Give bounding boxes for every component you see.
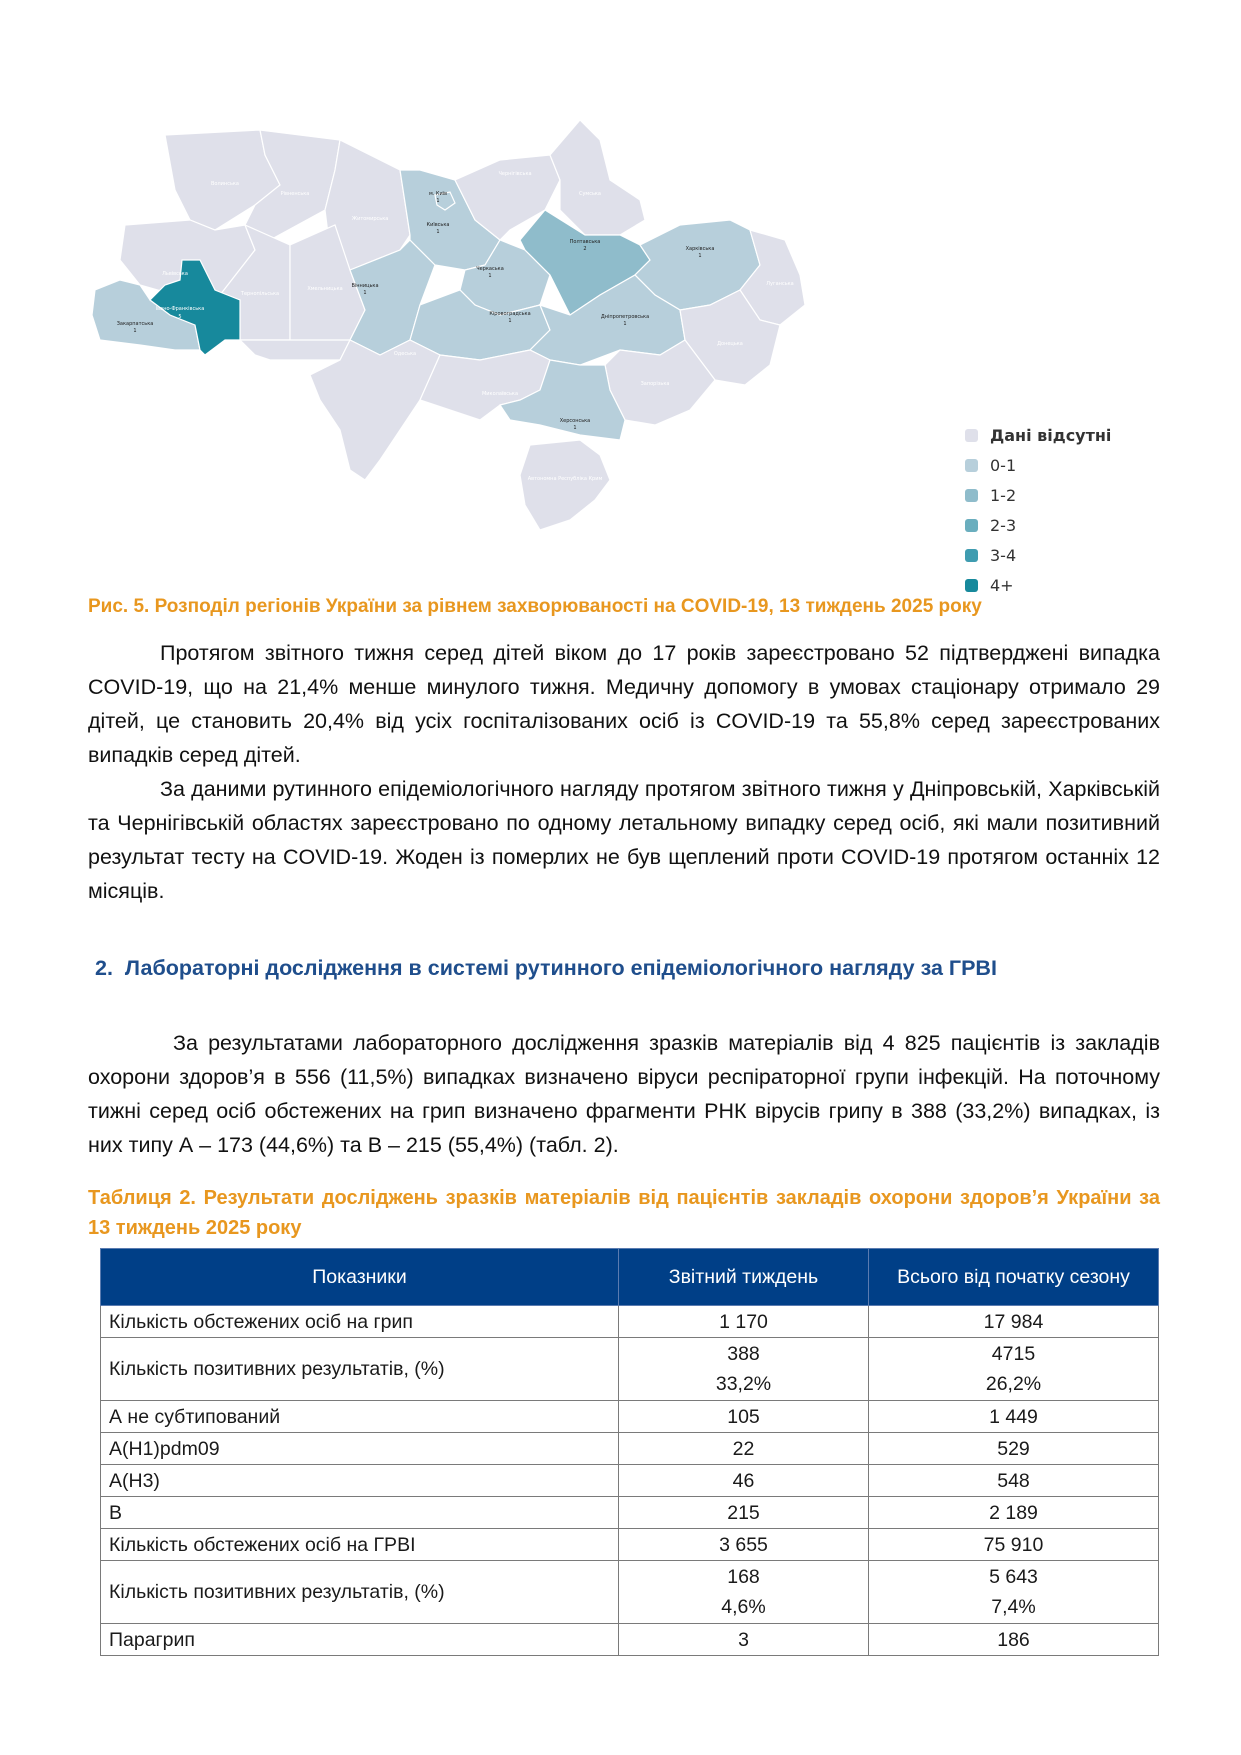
table-row: Парагрип 3 186 — [101, 1624, 1159, 1656]
ukraine-choropleth-map — [80, 100, 1080, 540]
svg-text:1: 1 — [573, 425, 577, 431]
svg-text:Закарпатська: Закарпатська — [116, 321, 154, 327]
svg-text:Тернопільська: Тернопільська — [240, 291, 280, 297]
svg-text:5: 5 — [178, 314, 182, 320]
svg-text:1: 1 — [698, 253, 702, 259]
svg-text:1: 1 — [133, 328, 137, 334]
legend-swatch-icon — [965, 489, 978, 502]
header-season: Всього від початку сезону — [869, 1249, 1159, 1306]
table-row: В 215 2 189 — [101, 1497, 1159, 1529]
svg-text:м. Київ: м. Київ — [428, 191, 448, 197]
svg-text:1: 1 — [436, 198, 440, 204]
svg-text:Черкаська: Черкаська — [476, 266, 504, 272]
svg-text:Луганська: Луганська — [766, 281, 794, 287]
legend-swatch-icon — [965, 459, 978, 472]
svg-text:Київська: Київська — [426, 222, 450, 228]
svg-text:Чернігівська: Чернігівська — [498, 171, 532, 177]
legend-swatch-icon — [965, 519, 978, 532]
svg-text:Волинська: Волинська — [211, 181, 239, 187]
svg-text:Рівненська: Рівненська — [280, 191, 310, 197]
svg-text:2: 2 — [583, 246, 587, 252]
svg-text:Івано-Франківська: Івано-Франківська — [155, 306, 205, 312]
svg-text:Сумська: Сумська — [578, 191, 602, 197]
table-header-row — [101, 1249, 1159, 1306]
header-week: Звітний тиждень — [619, 1249, 869, 1306]
svg-text:1: 1 — [363, 290, 367, 296]
table-caption: Таблиця 2. Результати досліджень зразків матеріалів від пацієнтів закладів охорони здоров’я України за 13 тиждень 2025 року — [88, 1187, 1160, 1239]
svg-text:Запорізька: Запорізька — [640, 381, 670, 387]
svg-text:Одеська: Одеська — [393, 351, 417, 357]
table-row: Кількість позитивних результатів, (%) 388 33,2% 4715 26,2% — [101, 1338, 1159, 1401]
svg-text:Львівська: Львівська — [162, 271, 188, 277]
results-table — [100, 1248, 1159, 1656]
svg-text:1: 1 — [508, 318, 512, 324]
map-legend — [965, 420, 1111, 600]
legend-item-0-1: 0-1 — [965, 450, 1111, 480]
svg-text:Донецька: Донецька — [717, 341, 743, 347]
section-heading: 2. Лабораторні дослідження в системі рутинного епідеміологічного нагляду за ГРВІ — [95, 956, 997, 980]
svg-text:Дніпропетровська: Дніпропетровська — [600, 314, 650, 320]
svg-text:1: 1 — [488, 273, 492, 279]
svg-text:Вінницька: Вінницька — [351, 283, 379, 289]
legend-item-no-data: Дані відсутні — [965, 420, 1111, 450]
legend-swatch-icon — [965, 549, 978, 562]
table-row: Кількість обстежених осіб на ГРВІ 3 655 75 910 — [101, 1529, 1159, 1561]
legend-swatch-icon — [965, 429, 978, 442]
svg-text:Хмельницька: Хмельницька — [307, 286, 343, 292]
legend-item-3-4: 3-4 — [965, 540, 1111, 570]
paragraph-deaths: За даними рутинного епідеміологічного нагляду протягом звітного тижня у Дніпровській, Харківській та Чернігівській областях зареєстровано по одному летальному випадку серед осіб, які мали позитивний результат тесту на COVID-19. Жоден із померлих не був щеплений проти COVID-19 протягом останніх 12 місяців. — [88, 777, 1160, 903]
table-row: А(Н3) 46 548 — [101, 1465, 1159, 1497]
table-row: Кількість позитивних результатів, (%) 168 4,6% 5 643 7,4% — [101, 1561, 1159, 1624]
region-crimea — [520, 440, 610, 530]
svg-text:1: 1 — [436, 229, 440, 235]
map-svg — [80, 100, 1080, 540]
svg-text:Полтавська: Полтавська — [569, 239, 601, 245]
svg-text:Автономна Республіка Крим: Автономна Республіка Крим — [527, 476, 603, 482]
legend-item-4-plus: 4+ — [965, 570, 1111, 600]
region-chernivetska — [240, 340, 350, 360]
svg-text:Миколаївська: Миколаївська — [481, 391, 519, 397]
table-row: А не субтипований 105 1 449 — [101, 1401, 1159, 1433]
legend-item-2-3: 2-3 — [965, 510, 1111, 540]
legend-swatch-icon — [965, 579, 978, 592]
paragraph-children-covid: Протягом звітного тижня серед дітей віком до 17 років зареєстровано 52 підтверджені випадка COVID-19, що на 21,4% менше минулого тижня. Медичну допомогу в умовах стаціонару отримало 29 дітей, це становить 20,4% від усіх госпіталізованих осіб із COVID-19 та 55,8% серед зареєстрованих випадків серед дітей. — [88, 641, 1160, 767]
region-sumska — [550, 120, 645, 235]
table-row: Кількість обстежених осіб на грип 1 170 17 984 — [101, 1306, 1159, 1338]
figure-caption: Рис. 5. Розподіл регіонів України за рівнем захворюваності на COVID-19, 13 тиждень 2025 року — [88, 596, 982, 617]
svg-text:Кіровоградська: Кіровоградська — [489, 311, 531, 317]
region-odeska — [310, 340, 440, 480]
paragraph-lab-results: За результатами лабораторного дослідження зразків матеріалів від 4 825 пацієнтів із закладів охорони здоров’я в 556 (11,5%) випадках визначено віруси респіраторної групи інфекцій. На поточному тижні серед осіб обстежених на грип визначено фрагменти РНК вірусів грипу в 388 (33,2%) випадках, із них типу А – 173 (44,6%) та В – 215 (55,4%) (табл. 2). — [88, 1031, 1160, 1157]
svg-text:1: 1 — [623, 321, 627, 327]
header-indicators: Показники — [101, 1249, 619, 1306]
table-row: А(Н1)pdm09 22 529 — [101, 1433, 1159, 1465]
legend-item-1-2: 1-2 — [965, 480, 1111, 510]
svg-text:Житомирська: Житомирська — [351, 216, 389, 222]
svg-text:Харківська: Харківська — [685, 246, 715, 252]
svg-text:Херсонська: Херсонська — [559, 418, 591, 424]
